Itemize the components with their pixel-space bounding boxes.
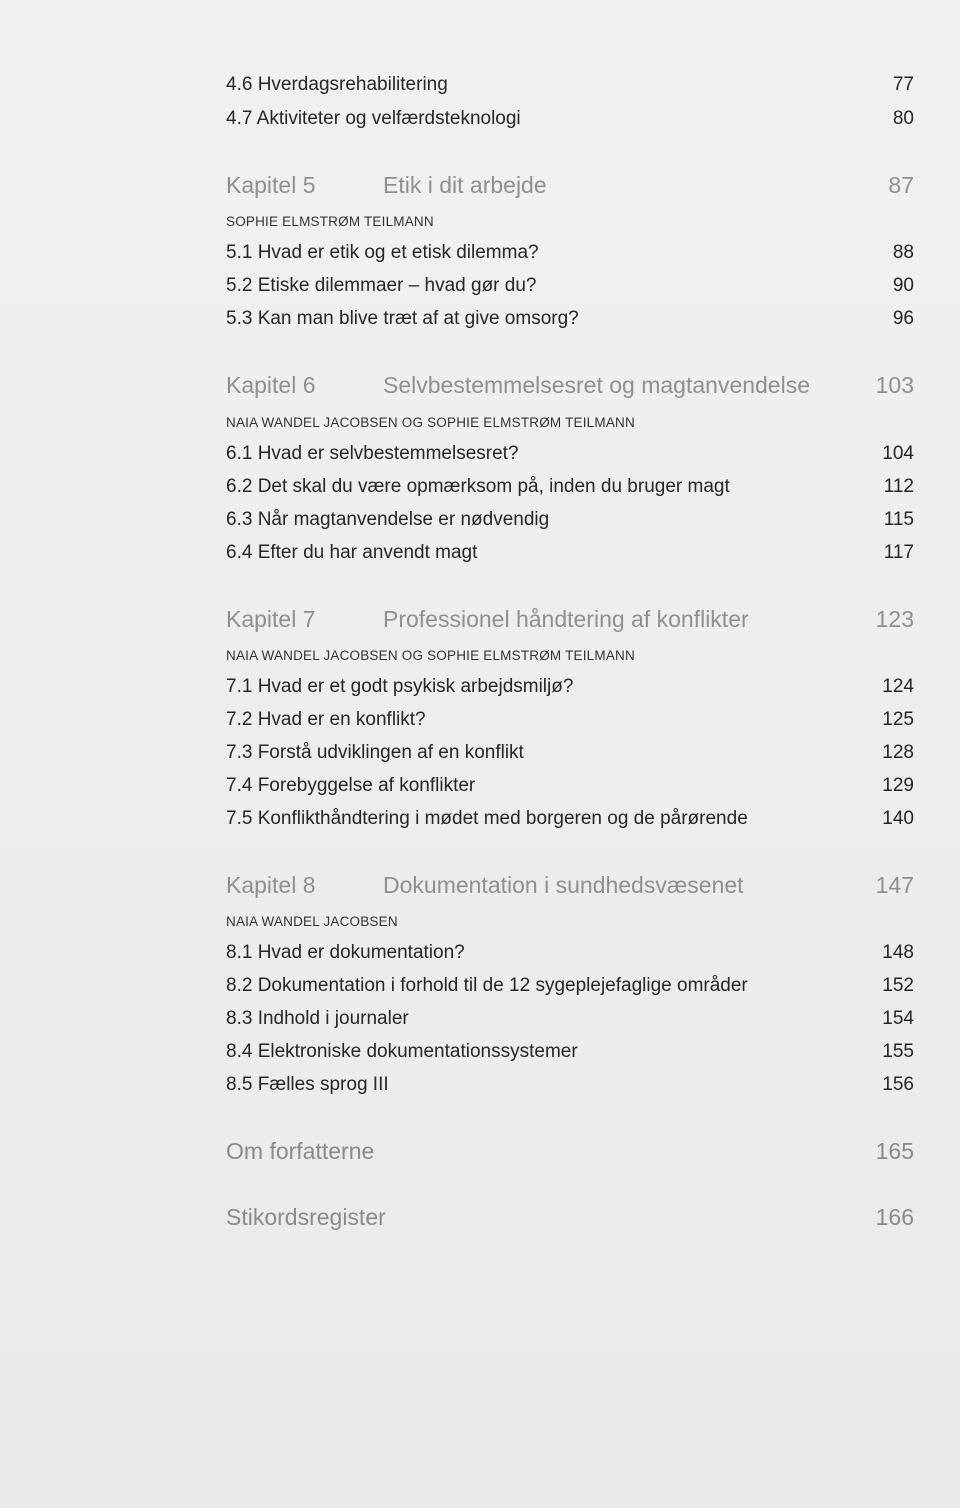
entry-page: 156 xyxy=(882,1074,914,1095)
entry-page: 80 xyxy=(892,108,914,129)
entry-page: 155 xyxy=(882,1041,914,1062)
entry-page: 90 xyxy=(892,275,914,296)
entry-page: 112 xyxy=(883,476,914,497)
entry-page: 125 xyxy=(882,709,914,730)
toc-entry xyxy=(226,742,914,764)
toc-entry xyxy=(226,74,914,96)
entry-page: 154 xyxy=(882,1008,914,1029)
entry-title: 6.4 Efter du har anvendt magt xyxy=(226,542,478,563)
toc-entry xyxy=(226,975,914,997)
back-matter-heading xyxy=(226,1138,914,1165)
toc-entry xyxy=(226,108,914,130)
chapter-title: Professionel håndtering af konflikter xyxy=(383,606,749,632)
chapter-title: Selvbestemmelsesret og magtanvendelse xyxy=(383,372,811,398)
toc-entry xyxy=(226,443,914,465)
toc-entry xyxy=(226,676,914,698)
toc-entry xyxy=(226,275,914,297)
chapter-heading xyxy=(226,872,914,899)
entry-title: 8.2 Dokumentation i forhold til de 12 sygeplejefaglige områder xyxy=(226,975,748,996)
toc-entry xyxy=(226,1074,914,1096)
chapter-label: Kapitel 5 xyxy=(226,172,316,198)
chapter-author: NAIA WANDEL JACOBSEN OG SOPHIE ELMSTRØM TEILMANN xyxy=(226,415,635,430)
toc-entry xyxy=(226,1008,914,1030)
entry-title: 5.2 Etiske dilemmaer – hvad gør du? xyxy=(226,275,537,296)
toc-entry xyxy=(226,942,914,964)
chapter-heading xyxy=(226,606,914,633)
toc-entry xyxy=(226,308,914,330)
section-title: Om forfatterne xyxy=(226,1138,375,1164)
toc-entry xyxy=(226,709,914,731)
entry-page: 117 xyxy=(883,542,914,563)
chapter-label: Kapitel 6 xyxy=(226,372,316,398)
entry-page: 104 xyxy=(882,443,914,464)
entry-title: 5.1 Hvad er etik og et etisk dilemma? xyxy=(226,242,539,263)
entry-title: 7.2 Hvad er en konflikt? xyxy=(226,709,426,730)
chapter-title: Dokumentation i sundhedsvæsenet xyxy=(383,872,744,898)
entry-title: 8.4 Elektroniske dokumentationssystemer xyxy=(226,1041,578,1062)
chapter-author: NAIA WANDEL JACOBSEN xyxy=(226,914,398,929)
toc-entry xyxy=(226,509,914,531)
chapter-author: NAIA WANDEL JACOBSEN OG SOPHIE ELMSTRØM TEILMANN xyxy=(226,648,635,663)
section-title: Stikordsregister xyxy=(226,1204,386,1230)
entry-title: 6.1 Hvad er selvbestemmelsesret? xyxy=(226,443,519,464)
entry-title: 6.3 Når magtanvendelse er nødvendig xyxy=(226,509,550,530)
entry-title: 7.5 Konflikthåndtering i mødet med borgeren og de pårørende xyxy=(226,808,748,829)
entry-page: 124 xyxy=(882,676,914,697)
chapter-author: SOPHIE ELMSTRØM TEILMANN xyxy=(226,214,434,229)
chapter-page: 103 xyxy=(875,372,914,398)
entry-page: 77 xyxy=(892,74,914,95)
chapter-heading xyxy=(226,172,914,199)
entry-page: 88 xyxy=(892,242,914,263)
toc-entry xyxy=(226,1041,914,1063)
back-matter-heading xyxy=(226,1204,914,1231)
chapter-page: 123 xyxy=(875,606,914,632)
entry-page: 140 xyxy=(882,808,914,829)
entry-page: 152 xyxy=(882,975,914,996)
entry-page: 96 xyxy=(892,308,914,329)
toc-entry xyxy=(226,775,914,797)
entry-title: 8.5 Fælles sprog III xyxy=(226,1074,389,1095)
entry-title: 7.1 Hvad er et godt psykisk arbejdsmiljø? xyxy=(226,676,574,697)
section-page: 165 xyxy=(875,1138,914,1164)
section-page: 166 xyxy=(875,1204,914,1230)
entry-page: 128 xyxy=(882,742,914,763)
entry-title: 7.3 Forstå udviklingen af en konflikt xyxy=(226,742,524,763)
toc-entry xyxy=(226,242,914,264)
entry-title: 4.7 Aktiviteter og velfærdsteknologi xyxy=(226,108,521,129)
chapter-page: 147 xyxy=(875,872,914,898)
entry-title: 8.3 Indhold i journaler xyxy=(226,1008,409,1029)
entry-page: 129 xyxy=(882,775,914,796)
chapter-title: Etik i dit arbejde xyxy=(383,172,547,198)
entry-title: 8.1 Hvad er dokumentation? xyxy=(226,942,465,963)
toc-entry xyxy=(226,542,914,564)
entry-title: 6.2 Det skal du være opmærksom på, inden du bruger magt xyxy=(226,476,730,497)
entry-title: 5.3 Kan man blive træt af at give omsorg? xyxy=(226,308,579,329)
entry-title: 4.6 Hverdagsrehabilitering xyxy=(226,74,448,95)
entry-page: 148 xyxy=(882,942,914,963)
chapter-page: 87 xyxy=(888,172,914,198)
chapter-label: Kapitel 8 xyxy=(226,872,316,898)
toc-entry xyxy=(226,808,914,830)
entry-page: 115 xyxy=(883,509,914,530)
entry-title: 7.4 Forebyggelse af konflikter xyxy=(226,775,476,796)
toc-entry xyxy=(226,476,914,498)
chapter-label: Kapitel 7 xyxy=(226,606,316,632)
chapter-heading xyxy=(226,372,914,399)
